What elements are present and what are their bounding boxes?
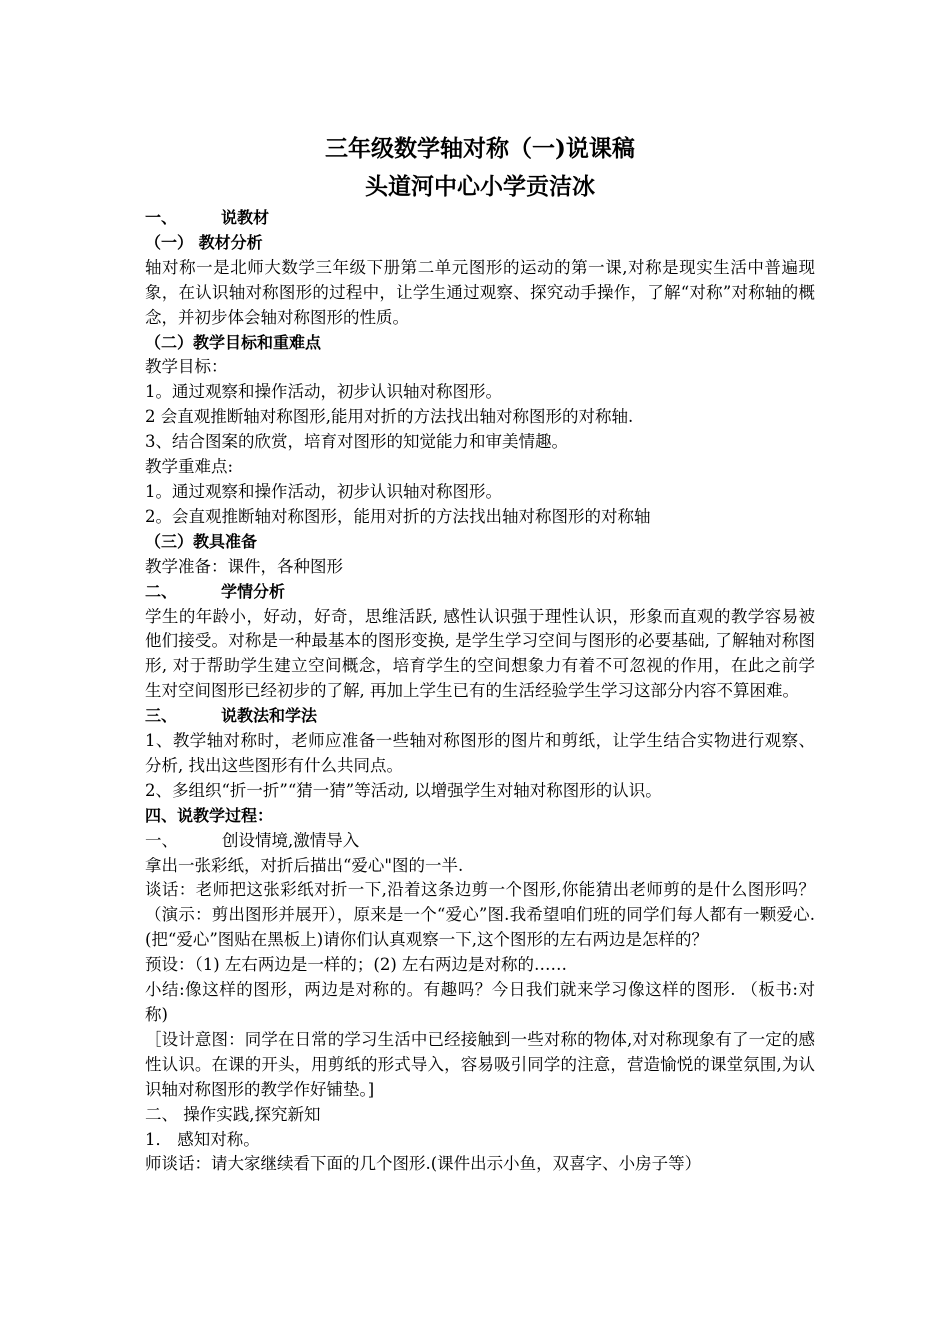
paragraph: 小结:像这样的图形，两边是对称的。有趣吗？今日我们就来学习像这样的图形. （板书:对称) (145, 980, 815, 1024)
step-heading (145, 829, 815, 854)
section-label: 说教法和学法 (221, 706, 318, 726)
section-heading-3 (145, 704, 815, 729)
paragraph: 教学目标： (145, 357, 228, 377)
document-body (145, 130, 815, 1177)
section-number: 一、 (145, 208, 178, 227)
step-label: 创设情境,激情导入 (222, 830, 360, 850)
paragraph: 教学准备：课件，各种图形 (145, 556, 343, 576)
list-item: 1。通过观察和操作活动，初步认识轴对称图形。 (145, 481, 502, 501)
section-number: 二、 (145, 581, 178, 601)
paragraph: 轴对称一是北师大数学三年级下册第二单元图形的运动的第一课,对称是现实生活中普遍现象，在认识轴对称图形的过程中，让学生通过观察、探究动手操作，了解“对称”对称轴的概念，并初步体会轴对称图形的性质。 (145, 257, 815, 327)
list-item: 2。会直观推断轴对称图形，能用对折的方法找出轴对称图形的对称轴 (145, 506, 651, 526)
section-label: 说教材 (221, 208, 270, 227)
paragraph: ［设计意图：同学在日常的学习生活中已经接触到一些对称的物体,对对称现象有了一定的感性认识。在课的开头，用剪纸的形式导入，容易吸引同学的注意，营造愉悦的课堂氛围,为认识轴对称图形的教学作好铺垫。] (145, 1029, 815, 1099)
step-heading: 二、 操作实践,探究新知 (145, 1104, 321, 1124)
list-item: 2、多组织“折一折”“猜一猜”等活动, 以增强学生对轴对称图形的认识。 (145, 780, 662, 800)
subsection-heading: （三）教具准备 (145, 531, 258, 551)
step-number: 一、 (145, 830, 178, 850)
list-item: 1、教学轴对称时，老师应准备一些轴对称图形的图片和剪纸，让学生结合实物进行观察、分析, 找出这些图形有什么共同点。 (145, 731, 815, 775)
section-label: 学情分析 (221, 581, 286, 601)
list-item: 3、结合图案的欣赏，培育对图形的知觉能力和审美情趣。 (145, 432, 568, 452)
paragraph: 谈话：老师把这张彩纸对折一下,沿着这条边剪一个图形,你能猜出老师剪的是什么图形吗？（演示：剪出图形并展开），原来是一个“爱心”图.我希望咱们班的同学们每人都有一颗爱心.(把“爱心”图贴在黑板上)请你们认真观察一下,这个图形的左右两边是怎样的？ (145, 880, 815, 950)
list-item: 1． 感知对称。 (145, 1129, 260, 1149)
section-heading-2 (145, 580, 815, 605)
section-number: 三、 (145, 706, 178, 726)
paragraph: 师谈话：请大家继续看下面的几个图形.(课件出示小鱼，双喜字、小房子等） (145, 1154, 702, 1174)
paragraph: 预设：（1) 左右两边是一样的；(2) 左右两边是对称的…… (145, 955, 568, 975)
paragraph: 学生的年龄小，好动，好奇，思维活跃, 感性认识强于理性认识，形象而直观的教学容易被他们接受。对称是一种最基本的图形变换, 是学生学习空间与图形的必要基础, 了解轴对称图形, 对于帮助学生建立空间概念，培育学生的空间想象力有着不可忽视的作用，在此之前学生对空间图形已经初步的了解, 再加上学生已有的生活经验学生学习这部分内容不算困难。 (145, 606, 815, 701)
paragraph: 拿出一张彩纸，对折后描出“爱心"图的一半. (145, 855, 464, 875)
subsection-heading: （一） 教材分析 (145, 232, 263, 252)
subsection-heading: （二）教学目标和重难点 (145, 332, 322, 352)
list-item: 1。通过观察和操作活动，初步认识轴对称图形。 (145, 382, 502, 402)
section-heading-1 (145, 206, 815, 231)
document-author: 头道河中心小学贡洁冰 (365, 173, 595, 200)
section-heading-4: 四、说教学过程： (145, 805, 274, 825)
list-item: 2 会直观推断轴对称图形,能用对折的方法找出轴对称图形的对称轴. (145, 407, 634, 427)
document-title: 三年级数学轴对称（一)说课稿 (325, 135, 635, 162)
paragraph: 教学重难点: (145, 457, 234, 477)
